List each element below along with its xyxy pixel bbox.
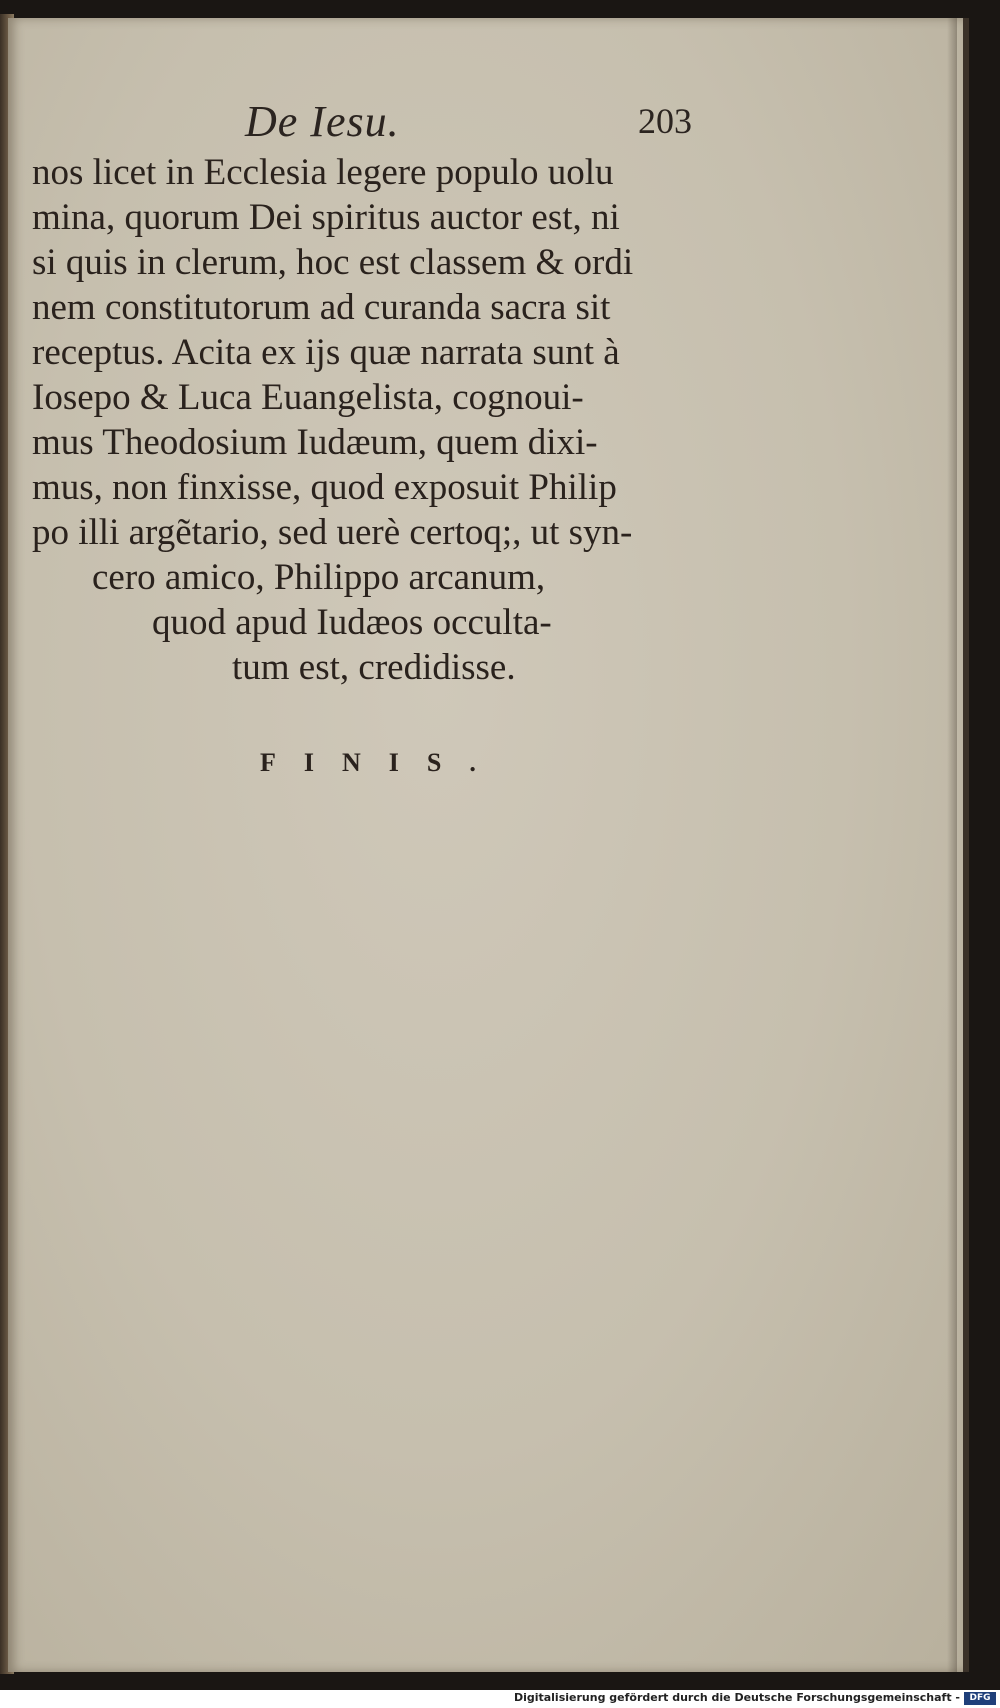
text-line: nem constitutorum ad curanda sacra sit — [32, 287, 611, 328]
text-line: Iosepo & Luca Euangelista, cognoui- — [32, 377, 584, 418]
page-edge-shadow — [947, 18, 957, 1672]
funding-note: Digitalisierung gefördert durch die Deutsche Forschungsgemeinschaft - — [513, 1691, 960, 1704]
finis-mark: FINIS. — [260, 748, 504, 777]
text-line: nos licet in Ecclesia legere populo uolu — [32, 152, 614, 193]
page-number: 203 — [638, 101, 692, 141]
text-line: tum est, credidisse. — [232, 647, 516, 688]
text-line: mus, non finxisse, quod exposuit Philip — [32, 467, 617, 508]
text-line: quod apud Iudæos occulta- — [152, 602, 552, 643]
text-line: mus Theodosium Iudæum, quem dixi- — [32, 422, 598, 463]
text-line: receptus. Acita ex ijs quæ narrata sunt à — [32, 332, 620, 373]
body-text — [32, 150, 712, 690]
text-line: si quis in clerum, hoc est classem & ordi — [32, 242, 634, 283]
dfg-logo: DFG — [964, 1692, 996, 1705]
text-line: po illi argẽtario, sed uerè certoq;, ut syn- — [32, 512, 633, 553]
text-line: mina, quorum Dei spiritus auctor est, ni — [32, 197, 620, 238]
text-line: cero amico, Philippo arcanum, — [92, 557, 546, 598]
running-head: De Iesu. — [245, 97, 400, 146]
